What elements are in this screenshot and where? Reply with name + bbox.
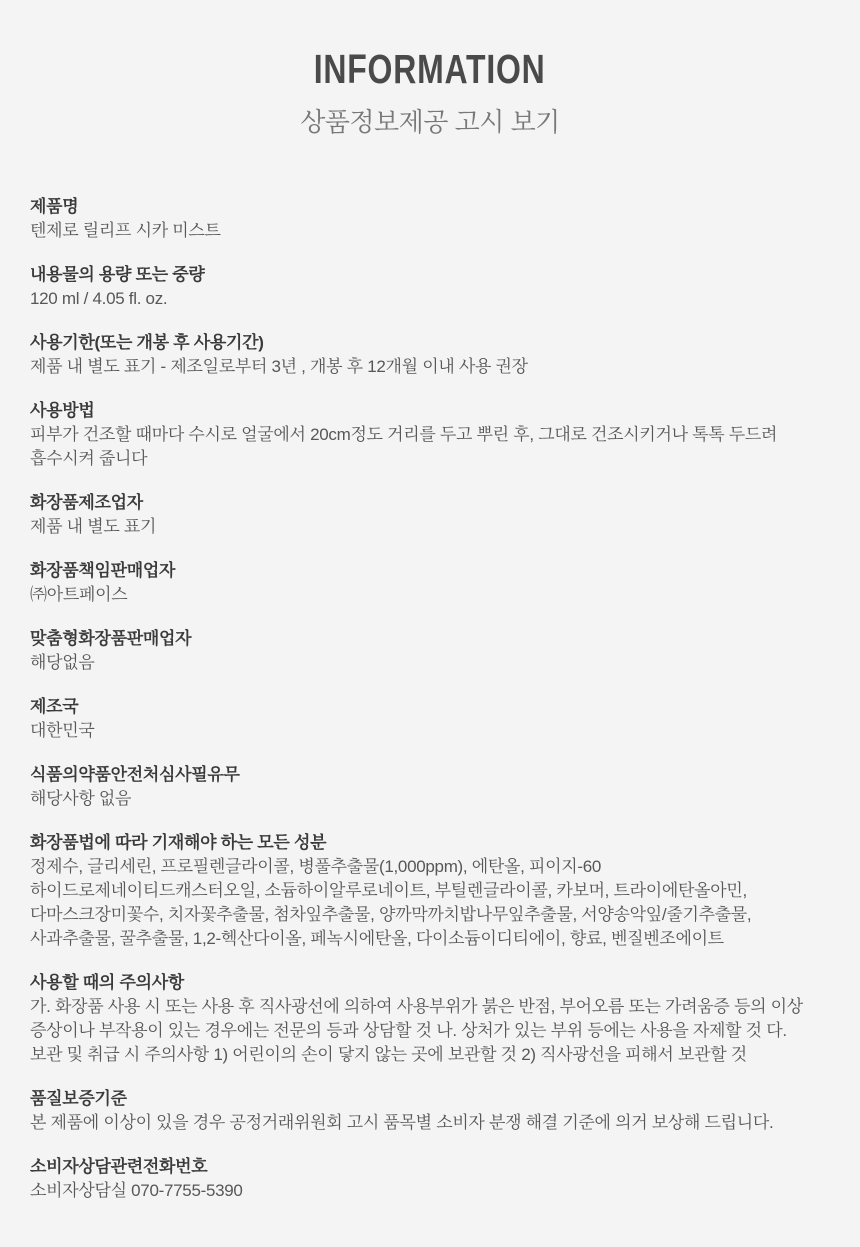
section-value: 흡수시켜 줍니다	[30, 449, 148, 469]
section-label: 화장품책임판매업자	[30, 561, 176, 581]
section-value: 정제수, 글리세린, 프로필렌글라이콜, 병풀추출물(1,000ppm), 에탄올, 피이지-60	[30, 857, 602, 877]
section-label: 화장품법에 따라 기재해야 하는 모든 성분	[30, 833, 327, 853]
section-product-name	[30, 195, 830, 243]
section-value: 해당없음	[30, 653, 95, 673]
section-ingredients	[30, 831, 830, 951]
page-subtitle: 상품정보제공 고시 보기	[300, 107, 560, 138]
section-value: 해당사항 없음	[30, 789, 132, 809]
section-country-of-origin	[30, 695, 830, 743]
section-label: 품질보증기준	[30, 1089, 127, 1109]
section-mfds-review	[30, 763, 830, 811]
section-value: 제품 내 별도 표기	[30, 517, 157, 537]
section-label: 화장품제조업자	[30, 493, 143, 513]
section-value: 제품 내 별도 표기 - 제조일로부터 3년 , 개봉 후 12개월 이내 사용 권장	[30, 357, 528, 377]
section-label: 내용물의 용량 또는 중량	[30, 265, 205, 285]
section-value: 증상이나 부작용이 있는 경우에는 전문의 등과 상담할 것 나. 상처가 있는 부위 등에는 사용을 자제할 것 다.	[30, 1021, 787, 1041]
section-label: 소비자상담관련전화번호	[30, 1157, 208, 1177]
section-expiry	[30, 331, 830, 379]
section-value: 보관 및 취급 시 주의사항 1) 어린이의 손이 닿지 않는 곳에 보관할 것 2) 직사광선을 피해서 보관할 것	[30, 1045, 747, 1065]
section-usage	[30, 399, 830, 471]
section-value: 텐제로 릴리프 시카 미스트	[30, 221, 221, 241]
section-value: 가. 화장품 사용 시 또는 사용 후 직사광선에 의하여 사용부위가 붉은 반점, 부어오름 또는 가려움증 등의 이상	[30, 997, 803, 1017]
section-label: 제조국	[30, 697, 79, 717]
section-label: 사용기한(또는 개봉 후 사용기간)	[30, 333, 264, 353]
section-value: 사과추출물, 꿀추출물, 1,2-헥산다이올, 페녹시에탄올, 다이소듐이디티에이, 향료, 벤질벤조에이트	[30, 929, 724, 949]
section-value: ㈜아트페이스	[30, 585, 128, 605]
section-value: 피부가 건조할 때마다 수시로 얼굴에서 20cm정도 거리를 두고 뿌린 후, 그대로 건조시키거나 톡톡 두드려	[30, 425, 778, 445]
section-value: 다마스크장미꽃수, 치자꽃추출물, 첨차잎추출물, 양까막까치밥나무잎추출물, 서양송악잎/줄기추출물,	[30, 905, 752, 925]
page-header	[0, 0, 860, 138]
section-quality-guarantee	[30, 1087, 830, 1135]
section-manufacturer	[30, 491, 830, 539]
section-value: 소비자상담실 070-7755-5390	[30, 1181, 243, 1201]
section-precautions	[30, 971, 830, 1067]
section-label: 맞춤형화장품판매업자	[30, 629, 192, 649]
page-title: INFORMATION	[314, 46, 546, 92]
section-value: 120 ml / 4.05 fl. oz.	[30, 289, 168, 309]
section-label: 식품의약품안전처심사필유무	[30, 765, 240, 785]
section-label: 사용방법	[30, 401, 95, 421]
section-value: 대한민국	[30, 721, 95, 741]
section-responsible-seller	[30, 559, 830, 607]
section-value: 본 제품에 이상이 있을 경우 공정거래위원회 고시 품목별 소비자 분쟁 해결 기준에 의거 보상해 드립니다.	[30, 1113, 774, 1133]
section-label: 제품명	[30, 197, 79, 217]
section-consumer-phone	[30, 1155, 830, 1203]
section-value: 하이드로제네이티드캐스터오일, 소듐하이알루로네이트, 부틸렌글라이콜, 카보머, 트라이에탄올아민,	[30, 881, 747, 901]
section-custom-cosmetics-seller	[30, 627, 830, 675]
section-label: 사용할 때의 주의사항	[30, 973, 184, 993]
section-volume	[30, 263, 830, 311]
info-sections	[0, 195, 860, 1203]
